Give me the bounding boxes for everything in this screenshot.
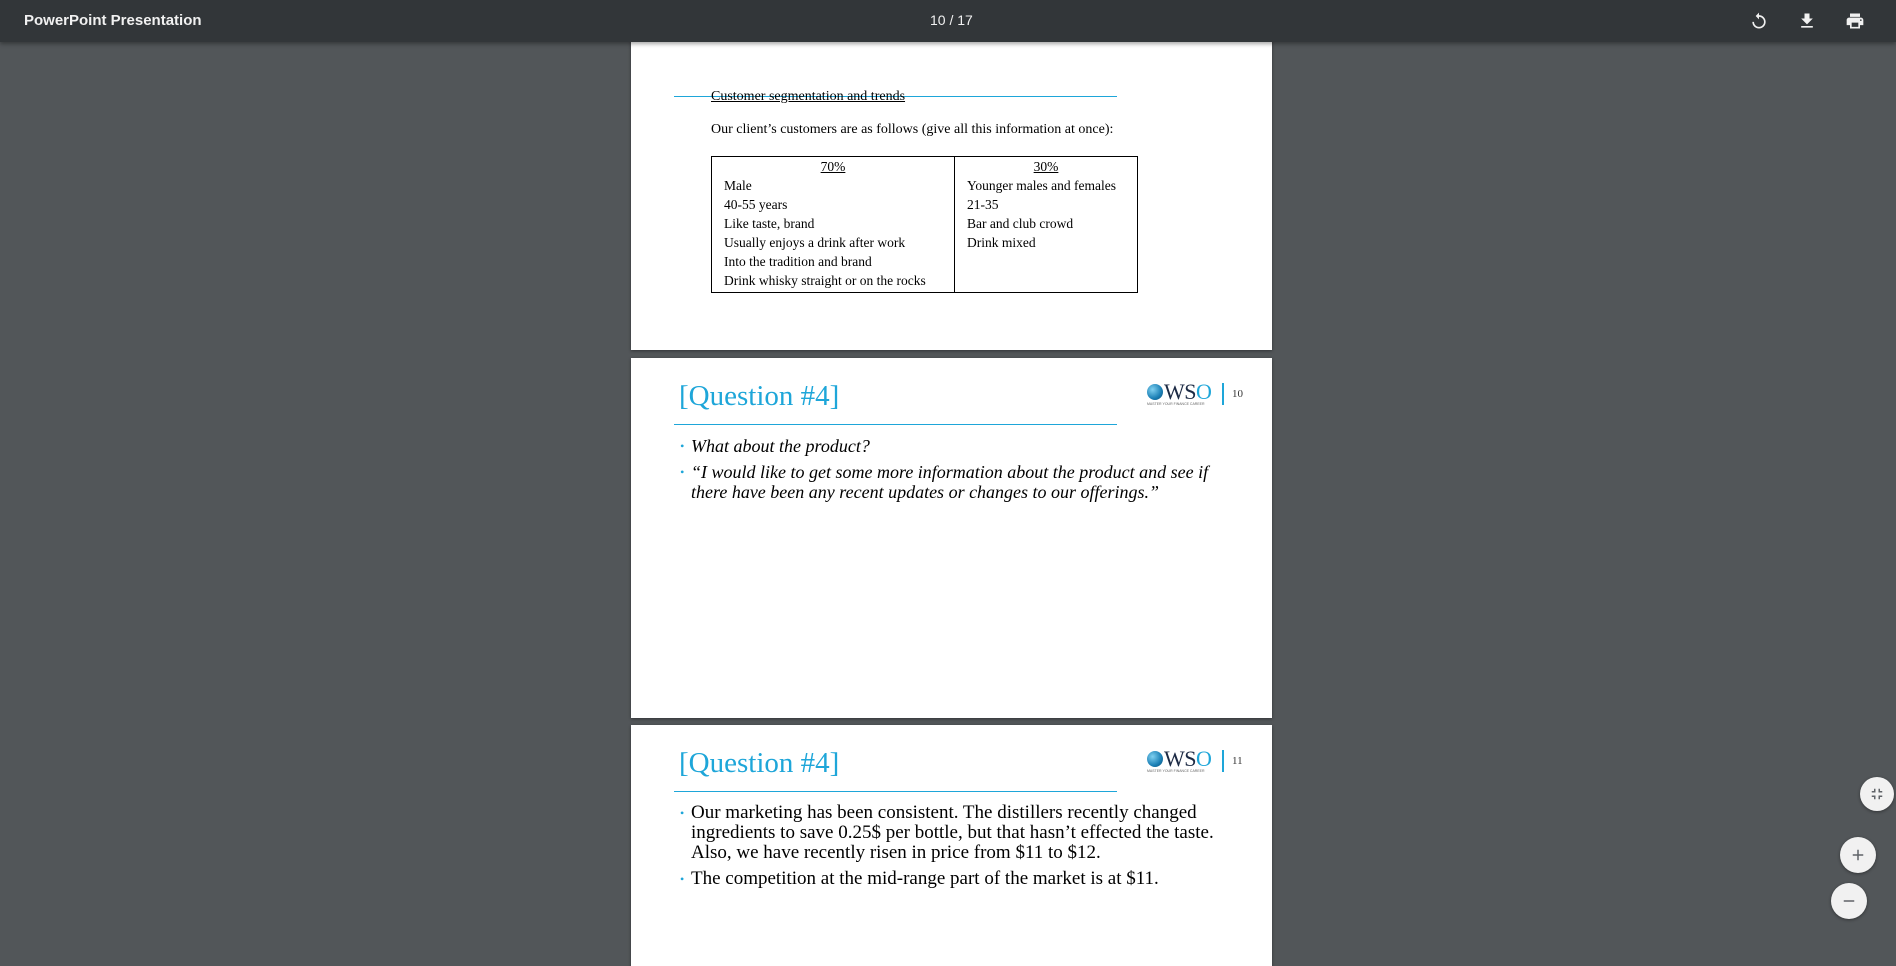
slide-title: [Question #4] <box>679 747 840 779</box>
document-viewer[interactable] <box>0 42 1896 966</box>
bullet-icon: • <box>680 806 685 820</box>
logo-tagline: MASTER YOUR FINANCE CAREER <box>1147 769 1205 773</box>
print-icon <box>1845 11 1865 31</box>
logo-tagline: MASTER YOUR FINANCE CAREER <box>1147 402 1205 406</box>
zoom-in-icon <box>1849 846 1867 864</box>
fit-to-page-button[interactable] <box>1860 777 1894 811</box>
logo-text: WSO <box>1164 746 1212 771</box>
document-title: PowerPoint Presentation <box>24 12 202 29</box>
logo-text: WSO <box>1164 379 1212 404</box>
slide-page-10 <box>631 358 1272 718</box>
table-header: 70% <box>820 159 846 174</box>
download-button[interactable] <box>1792 7 1822 35</box>
slide-number: 10 <box>1232 388 1243 400</box>
table-row: Like taste, brand <box>724 216 815 231</box>
print-button[interactable] <box>1840 7 1870 35</box>
segment-heading: Customer segmentation and trends <box>711 89 906 104</box>
table-row: Drink mixed <box>967 235 1036 250</box>
segment-intro: Our client’s customers are as follows (give all this information at once): <box>711 122 1114 137</box>
title-rule <box>674 424 1117 425</box>
slide-title: [Question #4] <box>679 380 840 412</box>
bullet-list <box>679 803 1229 895</box>
segmentation-table <box>711 156 1138 293</box>
list-item: • “I would like to get some more information about the product and see if there have been any recent updates or changes to our offerings.” <box>680 462 1209 502</box>
table-row: Usually enjoys a drink after work <box>724 235 906 250</box>
table-row: Drink whisky straight or on the rocks <box>724 273 926 288</box>
bullet-icon: • <box>680 439 685 453</box>
zoom-in-button[interactable] <box>1840 837 1876 873</box>
table-row: 21-35 <box>967 197 999 212</box>
globe-icon <box>1147 751 1163 767</box>
bullet-icon: • <box>680 872 685 886</box>
table-row: Male <box>724 178 752 193</box>
table-row: Younger males and females <box>967 178 1116 193</box>
list-item: • What about the product? <box>680 436 870 456</box>
title-rule <box>674 791 1117 792</box>
wso-logo <box>1147 380 1211 404</box>
wso-logo <box>1147 747 1211 771</box>
fit-to-page-icon <box>1868 785 1886 803</box>
bullet-list <box>679 436 1229 508</box>
globe-icon <box>1147 384 1163 400</box>
list-item: • The competition at the mid-range part of the market is at $11. <box>680 868 1159 889</box>
slide-page-11 <box>631 725 1272 966</box>
bullet-icon: • <box>680 465 685 479</box>
table-row: Into the tradition and brand <box>724 254 872 269</box>
slide-page-9 <box>631 42 1272 350</box>
logo-divider <box>1222 750 1224 772</box>
zoom-out-icon <box>1840 892 1858 910</box>
download-icon <box>1797 11 1817 31</box>
page-indicator[interactable]: 10 / 17 <box>930 12 973 28</box>
logo-divider <box>1222 383 1224 405</box>
table-row: 40-55 years <box>724 197 788 212</box>
table-cell <box>955 157 1138 293</box>
rotate-icon <box>1749 11 1769 31</box>
slide-number: 11 <box>1232 755 1243 767</box>
rotate-button[interactable] <box>1744 7 1774 35</box>
zoom-out-button[interactable] <box>1831 883 1867 919</box>
table-row: Bar and club crowd <box>967 216 1074 231</box>
table-header: 30% <box>1033 159 1059 174</box>
pdf-toolbar <box>0 0 1896 42</box>
table-cell <box>712 157 955 293</box>
list-item: • Our marketing has been consistent. The distillers recently changed ingredients to save 0.25$ per bottle, but that hasn’t effected the taste. Also, we have recently risen in price from $11 to $12. <box>680 802 1214 863</box>
